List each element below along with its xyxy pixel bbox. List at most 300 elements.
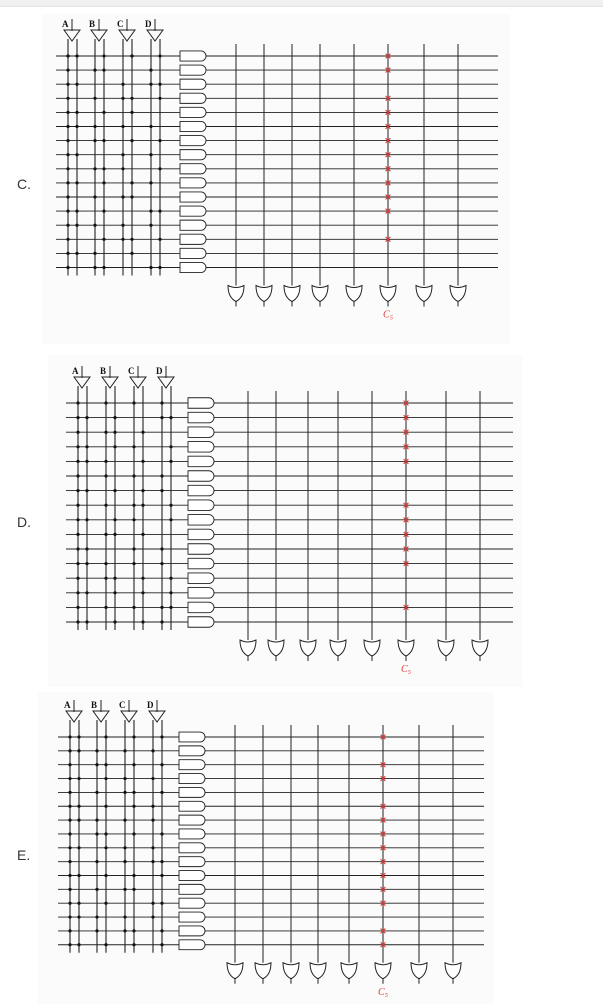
connection-dot (102, 167, 105, 170)
and-gate-icon (188, 544, 214, 555)
and-gate-icon (180, 234, 206, 244)
connection-dot (75, 224, 78, 227)
connection-dot (102, 266, 105, 269)
connection-dot (77, 874, 80, 877)
connection-dot (130, 97, 133, 100)
or-gate-icon (227, 963, 243, 979)
connection-dot (160, 474, 163, 477)
connection-dot (123, 888, 126, 891)
connection-dot (68, 943, 71, 946)
connection-dot (132, 445, 135, 448)
connection-dot (93, 97, 96, 100)
and-gates (180, 51, 206, 273)
and-gates (179, 732, 205, 950)
connection-dot (76, 489, 79, 492)
connection-dot (93, 252, 96, 255)
and-gate-icon (179, 774, 205, 784)
connection-dot (66, 69, 69, 72)
connection-dot (132, 401, 135, 404)
connection-dot (132, 805, 135, 808)
connection-dot (104, 460, 107, 463)
connection-dot (66, 153, 69, 156)
connection-dot (123, 929, 126, 932)
connection-dot (93, 139, 96, 142)
connection-dot (113, 416, 116, 419)
connection-dot (85, 489, 88, 492)
connection-dot (77, 902, 80, 905)
connection-dot (93, 224, 96, 227)
connection-dot (123, 846, 126, 849)
and-gate-icon (188, 442, 214, 453)
or-gate-icon (445, 963, 461, 979)
connection-dot (151, 777, 154, 780)
connection-dot (102, 238, 105, 241)
connection-dot (104, 533, 107, 536)
connection-dot (151, 805, 154, 808)
connection-dot (158, 167, 161, 170)
connection-dot (149, 125, 152, 128)
connection-dot (75, 252, 78, 255)
connection-dot (66, 111, 69, 114)
connection-dot (132, 562, 135, 565)
connection-dot (113, 620, 116, 623)
connection-dot (132, 763, 135, 766)
connection-dot (160, 401, 163, 404)
and-array-dots (76, 401, 172, 623)
connection-dot (169, 606, 172, 609)
connection-dot (66, 97, 69, 100)
and-gate-icon (180, 51, 206, 61)
connection-dot (93, 69, 96, 72)
connection-dot (76, 460, 79, 463)
connection-dot (68, 846, 71, 849)
connection-dot (68, 832, 71, 835)
or-gate-icon (375, 963, 391, 979)
connection-dot (85, 416, 88, 419)
and-gate-icon (180, 136, 206, 146)
connection-dot (95, 929, 98, 932)
and-gate-icon (188, 617, 214, 628)
and-gate-icon (188, 515, 214, 526)
or-gate-icon (283, 963, 299, 979)
or-gate-icon (416, 286, 432, 302)
and-gate-icon (179, 926, 205, 936)
connection-dot (68, 888, 71, 891)
connection-dot (76, 445, 79, 448)
connection-dot (85, 620, 88, 623)
connection-dot (149, 153, 152, 156)
connection-dot (158, 210, 161, 213)
buffer-icon (66, 711, 82, 722)
connection-dot (68, 777, 71, 780)
pla-diagram (0, 353, 603, 688)
connection-dot (104, 805, 107, 808)
connection-dot (158, 83, 161, 86)
and-gate-icon (179, 829, 205, 839)
connection-dot (104, 577, 107, 580)
input-label: A (72, 366, 79, 376)
connection-dot (121, 195, 124, 198)
option-c[interactable] (0, 10, 603, 346)
connection-dot (132, 791, 135, 794)
and-gate-icon (179, 787, 205, 797)
connection-dot (104, 763, 107, 766)
option-label: C. (17, 176, 31, 192)
connection-dot (93, 195, 96, 198)
connection-dot (123, 791, 126, 794)
connection-dot (104, 943, 107, 946)
connection-dot (66, 167, 69, 170)
connection-dot (132, 547, 135, 550)
and-gate-icon (179, 912, 205, 922)
option-label: E. (17, 847, 31, 863)
input-label: D (147, 700, 154, 710)
buffer-icon (119, 30, 135, 41)
and-gate-icon (179, 898, 205, 908)
and-gate-icon (179, 746, 205, 756)
product-lines (56, 56, 498, 268)
connection-dot (130, 195, 133, 198)
connection-dot (151, 846, 154, 849)
connection-dot (160, 547, 163, 550)
connection-dot (77, 749, 80, 752)
connection-dot (104, 832, 107, 835)
connection-dot (132, 888, 135, 891)
and-gate-icon (188, 427, 214, 438)
input-label: B (100, 366, 107, 376)
connection-dot (75, 54, 78, 57)
connection-dot (160, 620, 163, 623)
connection-dot (104, 504, 107, 507)
connection-dot (68, 735, 71, 738)
and-gate-icon (188, 558, 214, 569)
connection-dot (169, 591, 172, 594)
connection-dot (95, 763, 98, 766)
connection-dot (68, 874, 71, 877)
and-gate-icon (188, 588, 214, 599)
connection-dot (77, 943, 80, 946)
connection-dot (66, 125, 69, 128)
connection-dot (169, 460, 172, 463)
or-gate-icon (268, 640, 284, 656)
connection-dot (93, 266, 96, 269)
or-gate-icon (380, 286, 396, 302)
pla-diagram (0, 10, 603, 346)
or-gate-icon (411, 963, 427, 979)
connection-dot (66, 252, 69, 255)
and-gate-icon (188, 500, 214, 511)
or-gate-icon (284, 286, 300, 302)
option-d[interactable] (0, 353, 603, 688)
connection-dot (132, 874, 135, 877)
connection-dot (68, 805, 71, 808)
connection-dot (76, 577, 79, 580)
connection-dot (121, 167, 124, 170)
option-label: D. (17, 514, 31, 530)
connection-dot (76, 518, 79, 521)
connection-dot (66, 266, 69, 269)
and-gate-icon (180, 192, 206, 202)
connection-dot (95, 791, 98, 794)
or-gate-icon (346, 286, 362, 302)
connection-dot (104, 606, 107, 609)
connection-dot (77, 915, 80, 918)
connection-dot (132, 929, 135, 932)
and-gate-icon (180, 93, 206, 103)
output-label: C₅ (401, 664, 412, 675)
connection-dot (160, 763, 163, 766)
or-gate-icon (255, 963, 271, 979)
connection-dot (141, 533, 144, 536)
connection-dot (123, 915, 126, 918)
and-gate-icon (180, 262, 206, 272)
connection-dot (104, 735, 107, 738)
option-e[interactable] (0, 690, 603, 1008)
input-label: C (128, 366, 135, 376)
connection-dot (68, 819, 71, 822)
connection-dot (158, 54, 161, 57)
connection-dot (95, 915, 98, 918)
connection-dot (95, 819, 98, 822)
connection-dot (149, 266, 152, 269)
connection-dot (102, 111, 105, 114)
and-gate-icon (188, 573, 214, 584)
connection-dot (85, 547, 88, 550)
connection-dot (66, 224, 69, 227)
connection-dot (158, 97, 161, 100)
connection-dot (123, 819, 126, 822)
connection-dot (113, 577, 116, 580)
and-gate-icon (180, 220, 206, 230)
connection-dot (95, 860, 98, 863)
connection-dot (93, 125, 96, 128)
connection-dot (169, 504, 172, 507)
and-gate-icon (188, 398, 214, 409)
connection-dot (158, 139, 161, 142)
connection-dot (158, 266, 161, 269)
or-gate-icon (256, 286, 272, 302)
input-label: A (62, 19, 69, 29)
and-gate-icon (188, 602, 214, 613)
connection-dot (66, 195, 69, 198)
connection-dot (85, 445, 88, 448)
connection-dot (104, 562, 107, 565)
and-gate-icon (180, 107, 206, 117)
or-gate-icon (472, 640, 488, 656)
buffer-icon (64, 30, 80, 41)
or-gate-icon (240, 640, 256, 656)
connection-dot (113, 431, 116, 434)
connection-dot (160, 832, 163, 835)
connection-dot (113, 489, 116, 492)
connection-dot (104, 474, 107, 477)
connection-dot (160, 860, 163, 863)
connection-dot (113, 445, 116, 448)
connection-dot (141, 460, 144, 463)
connection-dot (151, 902, 154, 905)
connection-dot (151, 819, 154, 822)
and-gate-icon (179, 857, 205, 867)
connection-dot (102, 181, 105, 184)
connection-dot (75, 210, 78, 213)
connection-dot (160, 874, 163, 877)
connection-dot (141, 577, 144, 580)
and-gate-icon (180, 178, 206, 188)
and-gate-icon (179, 815, 205, 825)
connection-dot (169, 577, 172, 580)
connection-dot (113, 518, 116, 521)
connection-dot (121, 238, 124, 241)
or-gate-icon (312, 286, 328, 302)
connection-dot (95, 832, 98, 835)
and-gate-icon (188, 529, 214, 540)
connection-dot (169, 445, 172, 448)
connection-dot (123, 860, 126, 863)
and-gate-icon (179, 801, 205, 811)
input-label: A (64, 700, 71, 710)
connection-dot (104, 431, 107, 434)
connection-dot (149, 69, 152, 72)
connection-dot (132, 518, 135, 521)
buffer-icon (158, 377, 174, 388)
and-gate-icon (188, 456, 214, 467)
connection-dot (151, 915, 154, 918)
connection-dot (76, 606, 79, 609)
connection-dot (85, 460, 88, 463)
buffer-icon (91, 30, 107, 41)
connection-dot (68, 860, 71, 863)
and-gate-icon (180, 121, 206, 131)
connection-dot (76, 620, 79, 623)
or-gate-icon (398, 640, 414, 656)
connection-dot (77, 805, 80, 808)
connection-dot (160, 606, 163, 609)
connection-dot (104, 874, 107, 877)
connection-dot (160, 562, 163, 565)
connection-dot (149, 224, 152, 227)
connection-dot (77, 819, 80, 822)
input-label: B (91, 700, 98, 710)
connection-dot (68, 763, 71, 766)
and-gate-icon (188, 471, 214, 482)
connection-dot (121, 97, 124, 100)
connection-dot (66, 181, 69, 184)
input-label: B (89, 19, 96, 29)
connection-dot (66, 83, 69, 86)
connection-dot (149, 83, 152, 86)
and-gate-icon (179, 871, 205, 881)
buffer-icon (121, 711, 137, 722)
connection-dot (151, 749, 154, 752)
input-label: D (156, 366, 163, 376)
connection-dot (130, 139, 133, 142)
or-gate-icon (330, 640, 346, 656)
connection-dot (169, 416, 172, 419)
or-gate-icon (310, 963, 326, 979)
connection-dot (75, 111, 78, 114)
connection-dot (75, 153, 78, 156)
connection-dot (76, 591, 79, 594)
connection-dot (104, 902, 107, 905)
and-gate-icon (180, 65, 206, 75)
and-array-dots (68, 735, 163, 946)
connection-dot (132, 504, 135, 507)
or-gate-icon (450, 286, 466, 302)
connection-dot (113, 591, 116, 594)
connection-dot (95, 888, 98, 891)
connection-dot (93, 167, 96, 170)
connection-dot (121, 224, 124, 227)
output-label: C₅ (378, 986, 389, 998)
output-label: C₅ (383, 309, 394, 321)
connection-dot (141, 504, 144, 507)
connection-dot (68, 902, 71, 905)
connection-dot (66, 238, 69, 241)
buffer-icon (102, 377, 118, 388)
connection-dot (160, 929, 163, 932)
connection-dot (104, 777, 107, 780)
connection-dot (132, 943, 135, 946)
connection-dot (104, 846, 107, 849)
product-lines (58, 737, 484, 945)
connection-dot (121, 125, 124, 128)
and-gate-icon (180, 150, 206, 160)
connection-dot (160, 943, 163, 946)
connection-dot (160, 489, 163, 492)
connection-dot (76, 533, 79, 536)
connection-dot (149, 210, 152, 213)
connection-dot (169, 518, 172, 521)
connection-dot (113, 533, 116, 536)
top-divider (0, 0, 603, 7)
connection-dot (121, 83, 124, 86)
connection-dot (130, 181, 133, 184)
buffer-icon (130, 377, 146, 388)
connection-dot (76, 401, 79, 404)
connection-dot (104, 401, 107, 404)
connection-dot (76, 431, 79, 434)
connection-dot (75, 83, 78, 86)
connection-dot (76, 562, 79, 565)
connection-dot (68, 749, 71, 752)
connection-dot (121, 153, 124, 156)
connection-dot (141, 591, 144, 594)
connection-dot (102, 54, 105, 57)
connection-dot (75, 125, 78, 128)
connection-dot (76, 474, 79, 477)
connection-dot (68, 915, 71, 918)
connection-dot (160, 791, 163, 794)
connection-dot (141, 620, 144, 623)
connection-dot (102, 139, 105, 142)
and-gate-icon (179, 884, 205, 894)
and-gate-icon (179, 760, 205, 770)
input-section (72, 366, 174, 630)
input-label: D (145, 19, 152, 29)
connection-dot (160, 735, 163, 738)
and-gate-icon (180, 79, 206, 89)
buffer-icon (93, 711, 109, 722)
connection-dot (68, 791, 71, 794)
and-gate-icon (180, 164, 206, 174)
connection-dot (149, 181, 152, 184)
buffer-icon (74, 377, 90, 388)
and-array-dots (66, 54, 161, 269)
or-gate-icon (438, 640, 454, 656)
input-label: C (119, 700, 126, 710)
or-gate-icon (341, 963, 357, 979)
connection-dot (76, 504, 79, 507)
